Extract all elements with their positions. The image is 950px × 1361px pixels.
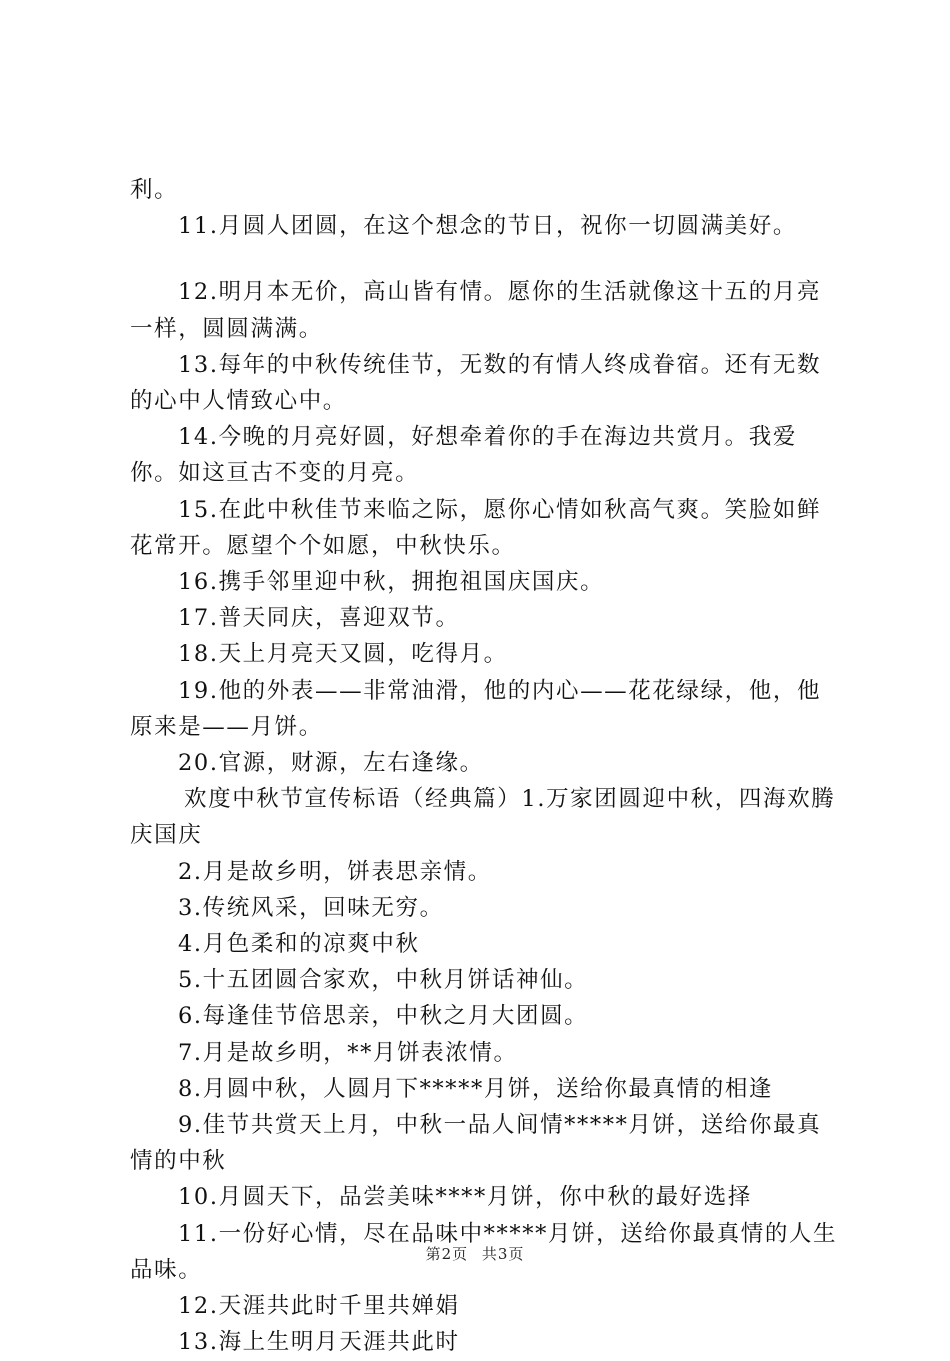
- classic-item-4: 4.月色柔和的凉爽中秋: [178, 931, 420, 958]
- slogan-item-19: 19.他的外表——非常油滑，他的内心——花花绿绿，他，他原来是——月饼。: [130, 677, 822, 740]
- slogan-item-12: 12.明月本无价，高山皆有情。愿你的生活就像这十五的月亮一样，圆圆满满。: [130, 279, 822, 342]
- document-body: [130, 172, 840, 1361]
- page-footer: [0, 1243, 950, 1264]
- slogan-item-14: 14.今晚的月亮好圆，好想牵着你的手在海边共赏月。我爱你。如这亘古不变的月亮。: [130, 424, 797, 487]
- classic-item-5: 5.十五团圆合家欢，中秋月饼话神仙。: [178, 967, 589, 994]
- page-total: 共3页: [481, 1245, 525, 1263]
- blank-line: [130, 244, 840, 274]
- classic-item-9: 9.佳节共赏天上月，中秋一品人间情*****月饼，送给你最真情的中秋: [130, 1112, 822, 1175]
- paragraph-continuation: 利。: [130, 177, 179, 203]
- classic-item-12: 12.天涯共此时千里共婵娟: [178, 1293, 460, 1320]
- slogan-item-20: 20.官源，财源，左右逢缘。: [178, 750, 484, 777]
- slogan-item-18: 18.天上月亮天又圆，吃得月。: [178, 641, 508, 668]
- classic-item-10: 10.月圆天下，品尝美味****月饼，你中秋的最好选择: [178, 1184, 752, 1211]
- slogan-item-16: 16.携手邻里迎中秋，拥抱祖国庆国庆。: [178, 569, 605, 596]
- classic-item-2: 2.月是故乡明，饼表思亲情。: [178, 858, 492, 885]
- classic-item-3: 3.传统风采，回味无穷。: [178, 894, 444, 921]
- section-heading-classic: 欢度中秋节宣传标语（经典篇）1.万家团圆迎中秋，四海欢腾庆国庆: [130, 786, 836, 849]
- classic-item-13: 13.海上生明月天涯共此时: [178, 1329, 460, 1356]
- slogan-item-15: 15.在此中秋佳节来临之际，愿你心情如秋高气爽。笑脸如鲜花常开。愿望个个如愿，中秋快乐。: [130, 496, 822, 559]
- slogan-item-11: 11.月圆人团圆，在这个想念的节日，祝你一切圆满美好。: [178, 213, 797, 240]
- classic-item-8: 8.月圆中秋，人圆月下*****月饼，送给你最真情的相逢: [178, 1075, 774, 1102]
- classic-item-11: 11.一份好心情，尽在品味中*****月饼，送给你最真情的人生品味。: [130, 1220, 838, 1283]
- slogan-item-13: 13.每年的中秋传统佳节，无数的有情人终成眷宿。还有无数的心中人情致心中。: [130, 351, 822, 415]
- page-number: 第2页: [425, 1245, 469, 1263]
- classic-item-7: 7.月是故乡明，**月饼表浓情。: [178, 1039, 518, 1066]
- slogan-item-17: 17.普天同庆，喜迎双节。: [178, 605, 460, 632]
- classic-item-6: 6.每逢佳节倍思亲，中秋之月大团圆。: [178, 1003, 589, 1030]
